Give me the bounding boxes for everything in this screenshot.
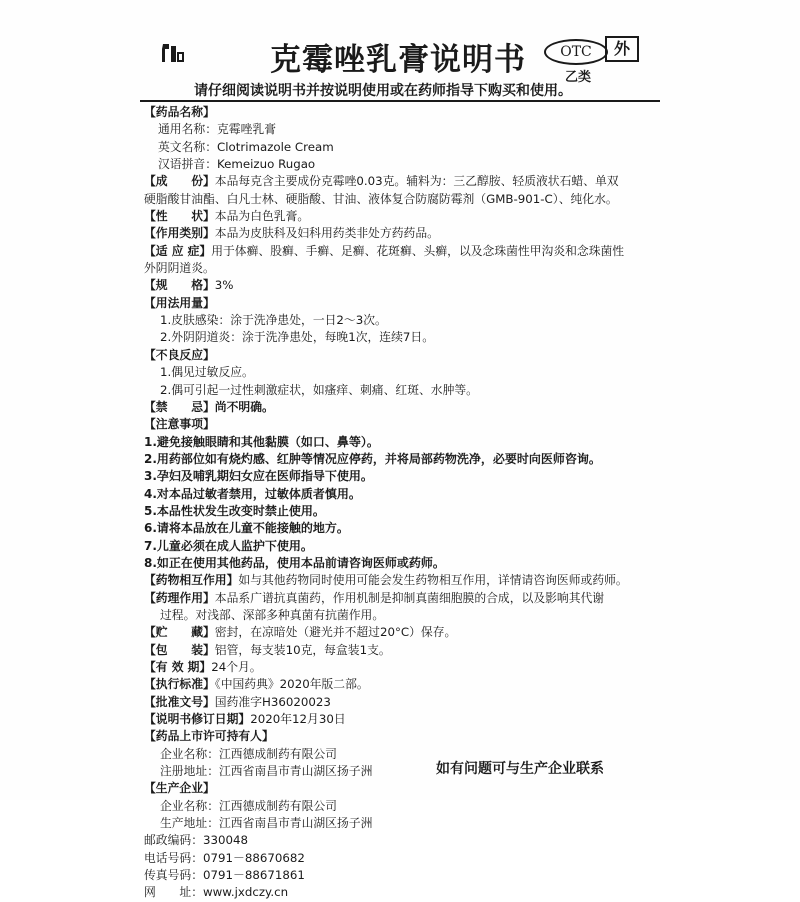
postcode-value: 330048 (203, 833, 249, 848)
english-name-row (144, 139, 650, 156)
packaging-value: 铝管，每支装10克，每盒装1支。 (214, 642, 391, 657)
fax-value: 0791－88671861 (203, 868, 305, 883)
section-precautions: 【注意事项】 (144, 417, 215, 432)
postcode-row (144, 832, 650, 849)
appearance-row (144, 208, 650, 225)
pharmacology-line1: 本品系广谱抗真菌药，作用机制是抑制真菌细胞膜的合成，以及影响其代谢 (214, 590, 605, 605)
standard-label: 【执行标准】 (144, 677, 215, 692)
approval-row (144, 694, 650, 711)
validity-row (144, 659, 650, 676)
contact-note: 如有问题可与生产企业联系 (436, 761, 604, 777)
english-name-value: Clotrimazole Cream (217, 139, 334, 154)
composition-line1: 本品每克含主要成份克霉唑0.03克。辅料为：三乙醇胺、轻质液状石蜡、单双 (214, 174, 619, 189)
generic-name-row (144, 121, 650, 138)
contraindications-row (144, 399, 650, 416)
phone-value: 0791－88670682 (203, 850, 305, 865)
usage-item: 2.外阴阴道炎：涂于洗净患处，每晚1次，连续7日。 (160, 330, 435, 345)
postcode-label: 邮政编码： (144, 833, 203, 848)
mfr-address-value: 江西省南昌市青山湖区扬子洲 (219, 816, 373, 831)
fax-row (144, 867, 650, 884)
precaution-item: 4.对本品过敏者禁用，过敏体质者慎用。 (144, 486, 361, 501)
indications-line1: 用于体癣、股癣、手癣、足癣、花斑癣、头癣，以及念珠菌性甲沟炎和念珠菌性 (211, 243, 625, 258)
precaution-item: 7.儿童必须在成人监护下使用。 (144, 538, 313, 553)
precaution-item: 8.如正在使用其他药品，使用本品前请咨询医师或药师。 (144, 555, 445, 570)
specification-value: 3% (214, 278, 234, 293)
indications-label: 【适 应 症】 (144, 243, 212, 258)
fax-label: 传真号码： (144, 868, 203, 883)
interactions-row (144, 572, 650, 589)
precaution-item: 2.用药部位如有烧灼感、红肿等情况应停药，并将局部药物洗净，必要时向医师咨询。 (144, 451, 601, 466)
standard-value: 《中国药典》2020年版二部。 (214, 677, 369, 692)
otc-badge: OTC (544, 39, 608, 65)
pinyin-label: 汉语拼音： (158, 157, 217, 172)
leaflet-title: 克霉唑乳膏说明书 (270, 42, 526, 78)
specification-row (144, 277, 650, 294)
approval-value: 国药准字H36020023 (214, 694, 331, 709)
otc-class-label: 乙类 (565, 70, 592, 85)
interactions-label: 【药物相互作用】 (144, 573, 239, 588)
english-name-label: 英文名称： (158, 139, 217, 154)
composition-label: 【成 份】 (144, 174, 215, 189)
precaution-item: 3.孕妇及哺乳期妇女应在医师指导下使用。 (144, 469, 373, 484)
holder-address-value: 江西省南昌市青山湖区扬子洲 (219, 764, 373, 779)
approval-label: 【批准文号】 (144, 694, 215, 709)
company-logo (160, 40, 186, 66)
interactions-value: 如与其他药物同时使用可能会发生药物相互作用，详情请咨询医师或药师。 (238, 573, 628, 588)
usage-item: 1.皮肤感染：涂于洗净患处，一日2～3次。 (160, 313, 387, 328)
precaution-item: 6.请将本品放在儿童不能接触的地方。 (144, 521, 349, 536)
mfr-address-row (144, 815, 650, 832)
section-holder: 【药品上市许可持有人】 (144, 729, 274, 744)
phone-label: 电话号码： (144, 850, 203, 865)
generic-name-value: 克霉唑乳膏 (217, 122, 276, 137)
section-adverse: 【不良反应】 (144, 347, 215, 362)
appearance-label: 【性 状】 (144, 209, 215, 224)
precaution-item: 1.避免接触眼睛和其他黏膜（如口、鼻等）。 (144, 434, 379, 449)
section-drug-name: 【药品名称】 (144, 105, 215, 119)
pharmacology-line2: 过程。对浅部、深部多种真菌有抗菌作用。 (160, 607, 385, 622)
packaging-label: 【包 装】 (144, 642, 215, 657)
pinyin-row (144, 156, 650, 173)
revision-label: 【说明书修订日期】 (144, 712, 251, 727)
generic-name-label: 通用名称： (158, 122, 217, 137)
mfr-company-label: 企业名称： (160, 798, 219, 813)
holder-company-label: 企业名称： (160, 746, 219, 761)
external-use-badge: 外 (605, 36, 639, 62)
revision-row (144, 711, 650, 728)
appearance-value: 本品为白色乳膏。 (214, 209, 310, 224)
contraindications-label: 【禁 忌】 (144, 399, 215, 414)
pinyin-value: Kemeizuo Rugao (217, 157, 316, 172)
adverse-item: 1.偶见过敏反应。 (160, 365, 254, 380)
standard-row (144, 676, 650, 693)
website-row (144, 884, 650, 901)
indications-row (144, 243, 650, 260)
validity-value: 24个月。 (211, 660, 262, 674)
category-label: 【作用类别】 (144, 226, 215, 241)
section-manufacturer: 【生产企业】 (144, 781, 215, 796)
category-row (144, 225, 650, 242)
holder-company-value: 江西德成制药有限公司 (219, 746, 337, 761)
website-value: www.jxdczy.cn (203, 885, 289, 900)
contraindications-value: 尚不明确。 (214, 399, 274, 414)
mfr-address-label: 生产地址： (160, 816, 219, 831)
precaution-item: 5.本品性状发生改变时禁止使用。 (144, 503, 325, 518)
revision-value: 2020年12月30日 (250, 712, 346, 727)
adverse-item: 2.偶可引起一过性刺激症状，如瘙痒、刺痛、红斑、水肿等。 (160, 382, 478, 397)
pharmacology-row (144, 590, 650, 607)
mfr-company-row (144, 798, 650, 815)
specification-label: 【规 格】 (144, 278, 215, 293)
composition-line2: 硬脂酸甘油酯、白凡士林、硬脂酸、甘油、液体复合防腐防霉剂（GMB-901-C）、纯化水。 (144, 191, 618, 206)
packaging-row (144, 642, 650, 659)
section-usage: 【用法用量】 (144, 295, 215, 310)
brand-mark-icon (160, 40, 186, 66)
leaflet-body (144, 104, 650, 902)
holder-address-label: 注册地址： (160, 764, 219, 779)
reading-instruction: 请仔细阅读说明书并按说明使用或在药师指导下购买和使用。 (194, 83, 572, 99)
phone-row (144, 850, 650, 867)
pharmacology-label: 【药理作用】 (144, 590, 215, 605)
storage-value: 密封，在凉暗处（避光并不超过20°C）保存。 (214, 625, 457, 640)
category-value: 本品为皮肤科及妇科用药类非处方药药品。 (214, 226, 439, 241)
composition-row (144, 173, 650, 190)
mfr-company-value: 江西德成制药有限公司 (219, 798, 337, 813)
validity-label: 【有 效 期】 (144, 660, 212, 674)
website-label: 网 址： (144, 885, 203, 900)
storage-label: 【贮 藏】 (144, 625, 215, 640)
indications-line2: 外阴阴道炎。 (144, 261, 215, 276)
storage-row (144, 624, 650, 641)
top-divider (140, 100, 660, 102)
